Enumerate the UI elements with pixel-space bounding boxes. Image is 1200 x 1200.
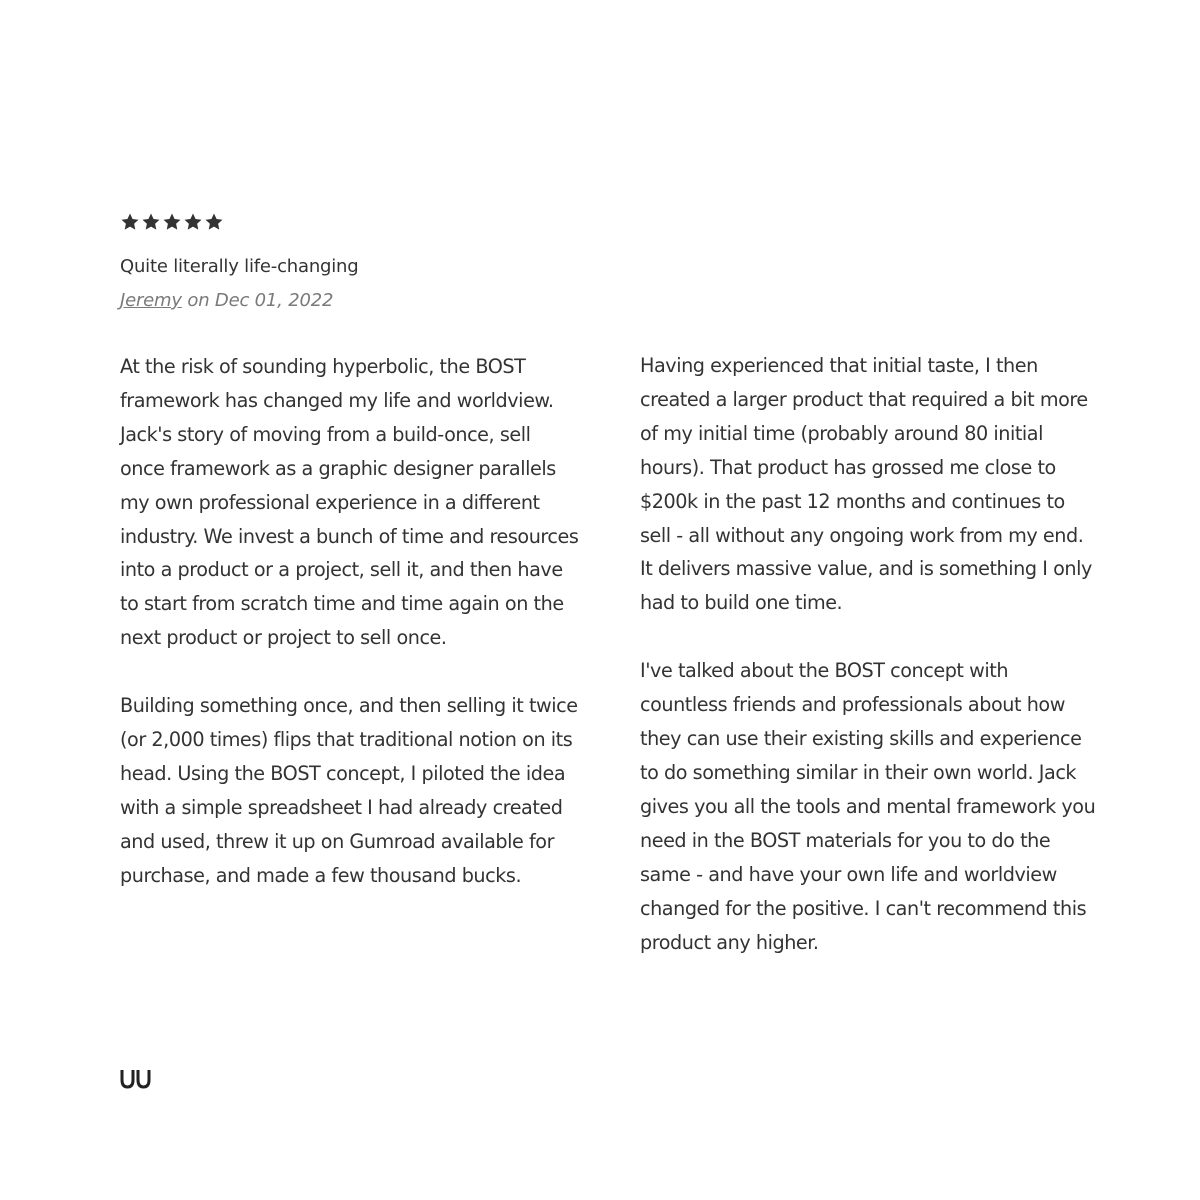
review-column-left bbox=[120, 350, 580, 993]
star-rating bbox=[120, 210, 1100, 234]
review-body bbox=[120, 350, 1100, 993]
star-icon bbox=[162, 212, 182, 232]
review-column-right bbox=[640, 349, 1100, 993]
review-date: on Dec 01, 2022 bbox=[181, 290, 334, 311]
review-meta bbox=[120, 288, 1100, 314]
star-icon bbox=[183, 212, 203, 232]
star-icon bbox=[141, 212, 161, 232]
review-paragraph: Building something once, and then selling it twice (or 2,000 times) flips that traditional notion on its head. Using the BOST concept, I piloted the idea with a simple spreadsheet I had already created and used, threw it up on Gumroad available for purchase, and made a few thousand bucks. bbox=[120, 694, 578, 887]
review-paragraph: Having experienced that initial taste, I then created a larger product that required a bit more of my initial time (probably around 80 initial hours). That product has grossed me close to $200k in the past 12 months and continues to sell - all without any ongoing work from my end. It delivers massive value, and is something I only had to build one time. bbox=[640, 354, 1092, 615]
star-icon bbox=[204, 212, 224, 232]
star-icon bbox=[120, 212, 140, 232]
review-paragraph: I've talked about the BOST concept with countless friends and professionals about how they can use their existing skills and experience to do something similar in their own world. Jack gives you all the tools and mental framework you need in the BOST materials for you to do the same - and have your own life and worldview changed for the positive. I can't recommend this product any higher. bbox=[640, 659, 1096, 954]
author-link[interactable]: Jeremy bbox=[120, 290, 182, 311]
review-title: Quite literally life-changing bbox=[120, 256, 359, 277]
brand-logo-icon bbox=[120, 1069, 152, 1089]
review-paragraph: At the risk of sounding hyperbolic, the BOST framework has changed my life and worldview. Jack's story of moving from a build-once, sell once framework as a graphic designer parallels my own professional experience in a different industry. We invest a bunch of time and resources into a product or a project, sell it, and then have to start from scratch time and time again on the next product or project to sell once. bbox=[120, 355, 579, 650]
review-card bbox=[120, 210, 1100, 954]
